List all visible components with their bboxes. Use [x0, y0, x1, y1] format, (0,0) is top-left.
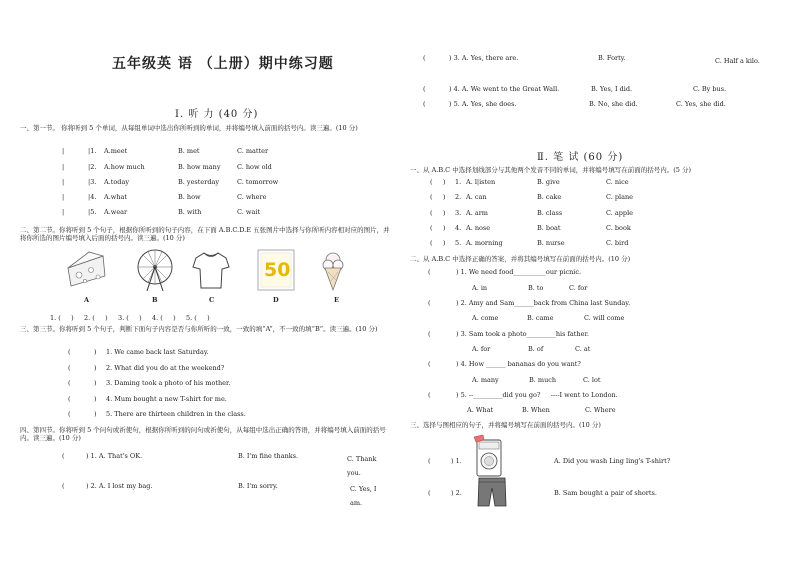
answer-bracket[interactable]: ( [428, 268, 431, 276]
listening-section-title: Ⅰ. 听 力 (40 分) [175, 109, 259, 120]
option-a: A.today [104, 178, 129, 186]
option-a: A. come [472, 314, 499, 322]
number-fifty: 50 [264, 259, 291, 281]
option-c: C. matter [237, 147, 269, 155]
option-b: B. nurse [537, 239, 565, 247]
page-title: 五年级英 语 （上册）期中练习题 [112, 56, 334, 72]
answer-bracket[interactable]: ( ) [430, 178, 446, 186]
answer-bracket[interactable]: | [62, 193, 65, 201]
answer-bracket[interactable]: ( [428, 330, 431, 338]
option-b: B. yesterday [178, 178, 220, 186]
option-a: ) 1. A. That's OK. [86, 452, 143, 460]
item-number: |4. [88, 193, 97, 201]
option-b: B. how many [178, 163, 221, 171]
answer-bracket[interactable]: ( [428, 489, 431, 497]
answer-bracket[interactable]: ( [423, 85, 426, 93]
answer-bracket[interactable]: | [62, 208, 65, 216]
writing-part3-instructions: 三、选择与图相应的句子，并将编号填写在前面的括号内。(10 分) [410, 421, 601, 429]
answer-bracket[interactable]: ( [62, 482, 65, 490]
answer-bracket[interactable]: ) [94, 348, 97, 356]
question-stem: ) 4. How ______ bananas do you want? [456, 360, 581, 368]
option-c: C. By bus. [693, 85, 727, 93]
option-a: A.how much [104, 163, 145, 171]
statement: 4. Mum bought a new T-shirt for me. [106, 395, 227, 403]
answer-bracket[interactable]: ) [94, 410, 97, 418]
answer-bracket[interactable]: ) [94, 395, 97, 403]
option-a: A.meet [104, 147, 128, 155]
option-c: C. book [606, 224, 631, 232]
picture-question-2: ) 2. [451, 489, 462, 497]
option-a: A. What [467, 406, 494, 414]
ferris-wheel-icon [135, 248, 175, 292]
item-number: 5. [455, 239, 462, 247]
question-stem: ) 5. --_________did you go? ----I went to London. [456, 391, 618, 399]
writing-section-title: Ⅱ. 笔 试 (60 分) [537, 152, 624, 163]
option-a: A.wear [104, 208, 128, 216]
answer-bracket[interactable]: | [62, 147, 65, 155]
listening-part1-instructions: 一、第一节。 你将听到 5 个单词，从每组单词中选出你所听到的单词，并将编号填入前面的括号内。读三遍。(10 分) [20, 124, 358, 132]
option-b: B. I'm fine thanks. [238, 452, 299, 460]
washing-machine-icon [471, 434, 507, 478]
answer-bracket[interactable]: ) [94, 379, 97, 387]
item-number: 4. [455, 224, 462, 232]
writing-part1-instructions: 一、从 A.B.C 中选择划线部分与其他两个发音不同的单词，并将编号填写在前面的括号内。(5 分) [410, 166, 691, 174]
option-c: C. tomorrow [237, 178, 279, 186]
option-b: B. Yes, I did. [591, 85, 633, 93]
answer-bracket[interactable]: ( ) [430, 193, 446, 201]
option-a: A. nose [466, 224, 491, 232]
answer-bracket[interactable]: ( ) [430, 239, 446, 247]
option-b: B. cake [537, 193, 562, 201]
picture-label-a: A [84, 296, 90, 304]
picture-question-1: ) 1. [451, 457, 462, 465]
option-c: C. plane [606, 193, 634, 201]
statement: 5. There are thirteen children in the class. [106, 410, 246, 418]
picture-label-c: C [209, 296, 215, 304]
ice-cream-icon [319, 250, 347, 292]
option-c: C. Half a kilo. [715, 57, 760, 65]
shorts-icon [477, 476, 507, 510]
item-number: 1. [455, 178, 462, 186]
option-b: B. came [527, 314, 554, 322]
option-a: A. morning [466, 239, 503, 247]
option-a: ) 4. A. We went to the Great Wall. [449, 85, 560, 93]
cheese-icon [65, 248, 107, 290]
option-a: ) 2. A. I lost my bag. [86, 482, 153, 490]
option-b: B. Forty. [598, 54, 626, 62]
answer-bracket[interactable]: | [62, 163, 65, 171]
question-stem: ) 1. We need food__________our picnic. [456, 268, 582, 276]
option-a: A.what [104, 193, 127, 201]
item-number: |3. [88, 178, 97, 186]
answer-bracket[interactable]: ( ) [430, 209, 446, 217]
option-b: B. boat [537, 224, 561, 232]
answer-bracket[interactable]: ( [428, 299, 431, 307]
answer-bracket[interactable]: ( [428, 360, 431, 368]
answer-bracket[interactable]: ) [94, 364, 97, 372]
option-b: B. with [178, 208, 202, 216]
item-number: |2. [88, 163, 97, 171]
answer-bracket[interactable]: ( [68, 364, 71, 372]
option-b: B. how [178, 193, 201, 201]
option-a: A. many [472, 376, 499, 384]
item-number: 3. [455, 209, 462, 217]
answer-bracket[interactable]: ( [423, 100, 426, 108]
option-b: B. met [178, 147, 200, 155]
picture-label-d: D [273, 296, 279, 304]
option-c: C. nice [606, 178, 629, 186]
picture-label-b: B [152, 296, 158, 304]
listening-part4-instructions: 四、第四节。你将听到 5 个问句或祈使句，根据你所听到的问句或祈使句，从每组中选出正确的答语，并将编号填入前面的括号内。读三遍。(10 分) [20, 426, 386, 442]
question-stem: ) 2. Amy and Sam______back from China last Sunday. [456, 299, 631, 307]
answer-bracket[interactable]: ( [428, 391, 431, 399]
picture-label-e: E [334, 296, 339, 304]
option-a: A. arm [466, 209, 488, 217]
question-stem: ) 3. Sam took a photo_________his father. [456, 330, 589, 338]
listening-part3-instructions: 三、第三节。你将听到 5 个句子，判断下面句子内容是否与你所听的一致，一致的填“A”，不一致的填“B”。读三遍。(10 分) [20, 325, 378, 333]
answer-bracket[interactable]: ( [423, 54, 426, 62]
answer-bracket[interactable]: ( [68, 379, 71, 387]
option-b: B. When [522, 406, 550, 414]
statement: 3. Daming took a photo of his mother. [106, 379, 231, 387]
listening-part2-instructions: 二、第二节。你将听到 5 个句子，根据你所听到的句子内容，在下面 A.B.C.D.E 五张图片中选择与你所听内容相对应的图片，并将你所选的图片编号填入后面的括号内。读三遍。(10 分) [20, 226, 390, 242]
option-c: C. at [575, 345, 591, 353]
picture-option-a: A. Did you wash Ling ling's T-shirt? [554, 457, 671, 465]
statement: 1. We came back last Saturday. [106, 348, 209, 356]
option-a: ) 5. A. Yes, she does. [449, 100, 517, 108]
option-b: B. I'm sorry. [238, 482, 278, 490]
picture-answer-brackets[interactable]: 1. ( ) 2. ( ) 3. ( ) 4. ( ) 5. ( ) [50, 314, 210, 322]
answer-bracket[interactable]: ( [68, 410, 71, 418]
answer-bracket[interactable]: ( [68, 395, 71, 403]
option-c: C. how old [237, 163, 272, 171]
option-c: C. apple [606, 209, 633, 217]
option-a: A. l|isten [466, 178, 496, 186]
writing-part2-instructions: 二、从 A.B.C 中选择正确的答案，并将其编号填写在前面的括号内。(10 分) [410, 255, 631, 263]
answer-bracket[interactable]: ( [68, 348, 71, 356]
option-c: C. for [569, 284, 588, 292]
option-b: B. much [529, 376, 557, 384]
option-c: C. Where [585, 406, 616, 414]
option-b: B. to [528, 284, 544, 292]
option-c: C. Yes, she did. [676, 100, 726, 108]
option-a: A. for [472, 345, 491, 353]
item-number: 2. [455, 193, 462, 201]
option-c: C. lot [583, 376, 601, 384]
option-c: C. wait [237, 208, 261, 216]
option-b: B. class [537, 209, 563, 217]
option-c: C. where [237, 193, 267, 201]
option-b: B. of [528, 345, 544, 353]
option-a: A. can [466, 193, 487, 201]
picture-option-b: B. Sam bought a pair of shorts. [554, 489, 657, 497]
answer-bracket[interactable]: ( ) [430, 224, 446, 232]
option-a: A. in [472, 284, 488, 292]
statement: 2. What did you do at the weekend? [106, 364, 225, 372]
option-b: B. No, she did. [589, 100, 638, 108]
answer-bracket[interactable]: | [62, 178, 65, 186]
answer-bracket[interactable]: ( [428, 457, 431, 465]
item-number: |5. [88, 208, 97, 216]
option-c: C. Thank you. [347, 455, 377, 477]
item-number: |1. [88, 147, 97, 155]
option-c: C. Yes, I am. [350, 485, 377, 507]
option-a: ) 3. A. Yes, there are. [449, 54, 519, 62]
option-c: C. bird [606, 239, 629, 247]
answer-bracket[interactable]: ( [62, 452, 65, 460]
option-c: C. will come [584, 314, 625, 322]
t-shirt-icon [192, 250, 230, 290]
option-b: B. give [537, 178, 560, 186]
